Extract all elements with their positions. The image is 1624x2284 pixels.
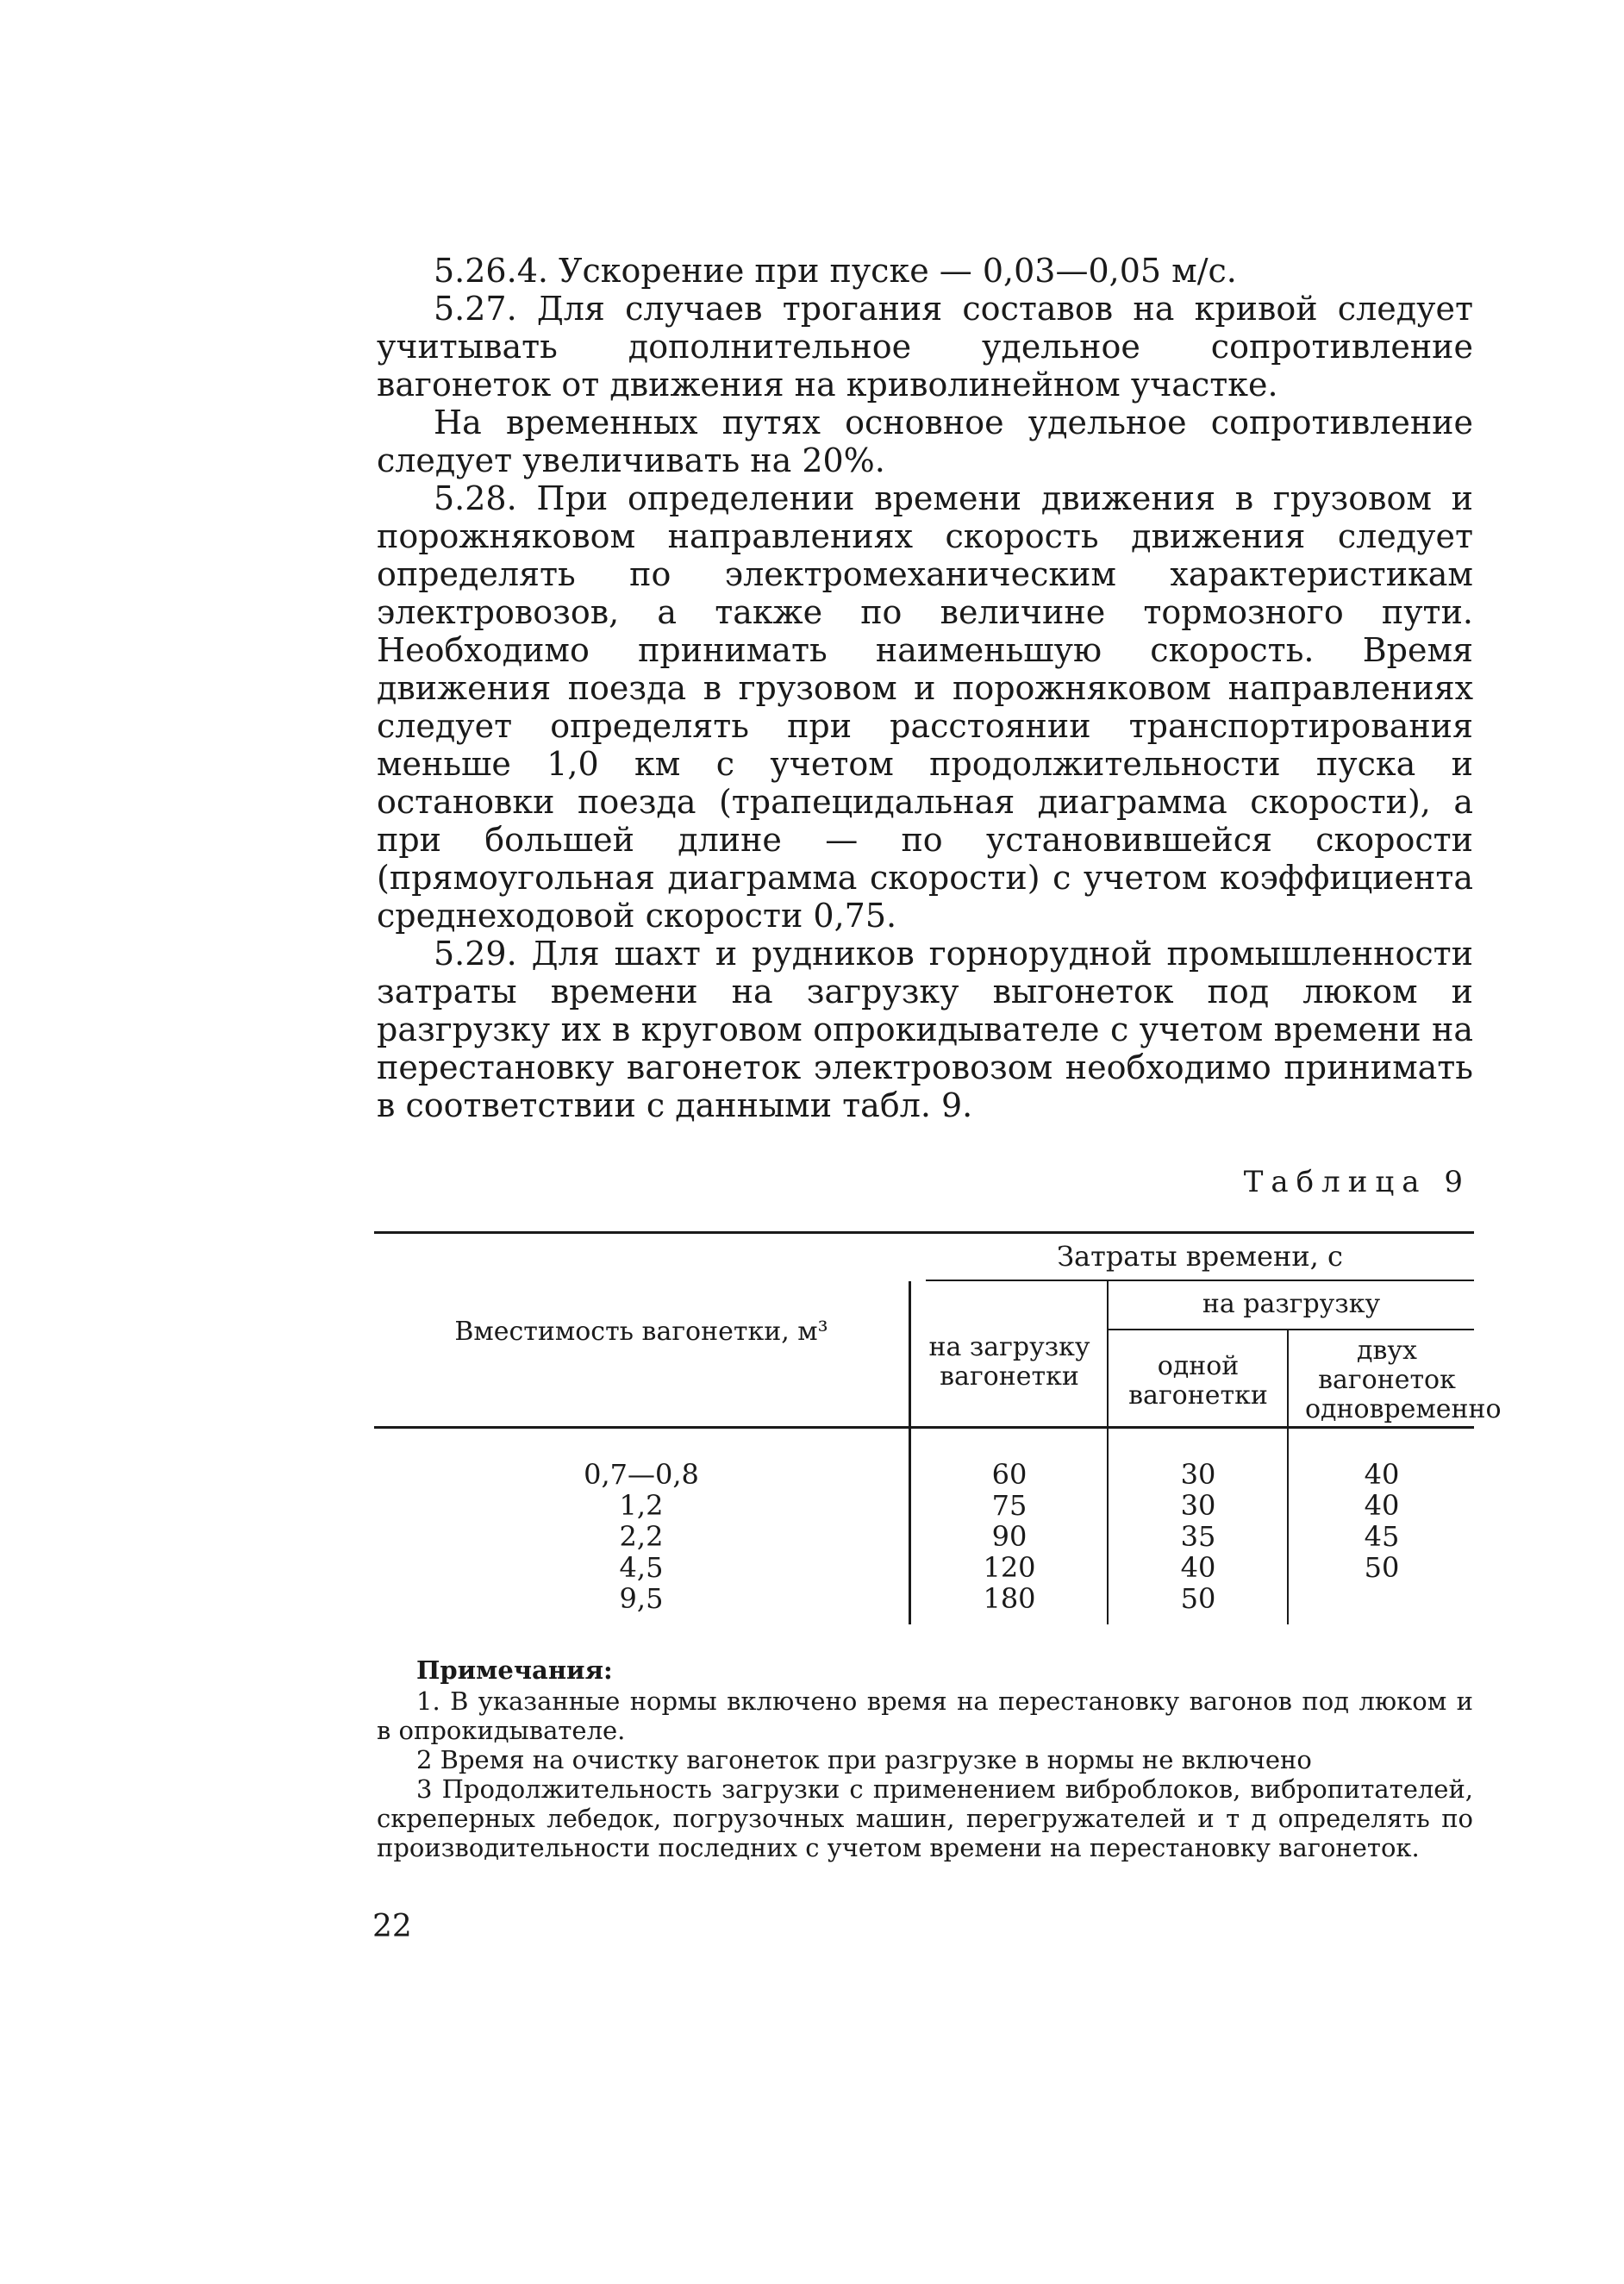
capacity-cell: 2,2 (619, 1520, 664, 1553)
header-two-wagons: двух вагонеток одновременно (1305, 1336, 1502, 1424)
data-table (374, 1231, 1502, 1636)
one-wagon-cell: 40 (1180, 1551, 1216, 1584)
note-item: 2 Время на очистку вагонеток при разгрузке в нормы не включено (416, 1745, 1312, 1774)
loading-cell: 90 (991, 1520, 1027, 1553)
page-number: 22 (372, 1909, 412, 1944)
paragraph-5-29: 5.29. Для шахт и рудников горнорудной промышленности затраты времени на загрузку выгонеток под люком и разгрузку их в круговом опрокидывателе с учетом времени на перестановку вагонеток электровозом необходимо принимать в соответствии с данными табл. 9. (377, 935, 1473, 1124)
column-two-wagons (1290, 1459, 1474, 1583)
table-top-rule (374, 1231, 1474, 1234)
body-text (377, 252, 1473, 1124)
header-one-wagon: одной вагонетки (1128, 1351, 1268, 1411)
table-label: Таблица 9 (1243, 1165, 1471, 1199)
rule-under-unloading (1107, 1329, 1474, 1330)
one-wagon-cell: 50 (1180, 1582, 1216, 1615)
column-one-wagon (1109, 1459, 1288, 1614)
paragraph-5-28: 5.28. При определении времени движения в грузовом и порожняковом направлениях скорость движения следует определять по электромеханическим характеристикам электровозов, а также по величине тормозного пути. Необходимо принимать наименьшую скорость. Время движения поезда в грузовом и порожняковом направлениях следует определять при расстоянии транспортирования меньше 1,0 км с учетом продолжительности пуска и остановки поезда (трапецидальная диаграмма скорости), а при большей длине — по установившейся скорости (прямоугольная диаграмма скорости) с учетом коэффициента среднеходовой скорости 0,75. (377, 479, 1473, 935)
two-wagons-cell: 40 (1364, 1489, 1400, 1522)
capacity-cell: 0,7—0,8 (584, 1458, 699, 1491)
loading-cell: 60 (991, 1458, 1027, 1491)
capacity-cell: 9,5 (619, 1582, 664, 1615)
header-capacity: Вместимость вагонетки, м³ (454, 1317, 828, 1347)
loading-cell: 180 (983, 1582, 1036, 1615)
header-bottom-rule (374, 1426, 1474, 1429)
capacity-cell: 1,2 (619, 1489, 664, 1522)
divider-capacity-loading (909, 1281, 911, 1624)
loading-cell: 120 (983, 1551, 1036, 1584)
two-wagons-cell: 45 (1364, 1520, 1400, 1553)
one-wagon-cell: 30 (1180, 1458, 1216, 1491)
loading-cell: 75 (991, 1489, 1027, 1522)
paragraph-5-26-4: 5.26.4. Ускорение при пуске — 0,03—0,05 м/с. (434, 252, 1237, 290)
header-loading: на загрузку вагонетки (928, 1332, 1090, 1392)
one-wagon-cell: 35 (1180, 1520, 1216, 1553)
one-wagon-cell: 30 (1180, 1489, 1216, 1522)
capacity-cell: 4,5 (619, 1551, 664, 1584)
two-wagons-cell: 50 (1364, 1551, 1400, 1584)
column-capacity (495, 1459, 788, 1614)
header-time-costs: Затраты времени, с (1057, 1240, 1343, 1273)
two-wagons-cell: 40 (1364, 1458, 1400, 1491)
rule-under-time-costs (926, 1280, 1474, 1281)
note-item: 3 Продолжительность загрузки с применением виброблоков, вибропитателей, скреперных лебедок, погрузочных машин, перегружателей и т д определять по производительности последних с учетом времени на перестановку вагонеток. (377, 1774, 1473, 1862)
column-loading (912, 1459, 1107, 1614)
notes-section (377, 1655, 1473, 1862)
paragraph-temporary-tracks: На временных путях основное удельное сопротивление следует увеличивать на 20%. (377, 404, 1473, 479)
header-unloading: на разгрузку (1202, 1289, 1381, 1319)
paragraph-5-27: 5.27. Для случаев трогания составов на кривой следует учитывать дополнительное удельное сопротивление вагонеток от движения на криволинейном участке. (377, 290, 1473, 404)
notes-title: Примечания: (416, 1655, 613, 1685)
note-item: 1. В указанные нормы включено время на перестановку вагонов под люком и в опрокидывателе. (377, 1686, 1473, 1745)
